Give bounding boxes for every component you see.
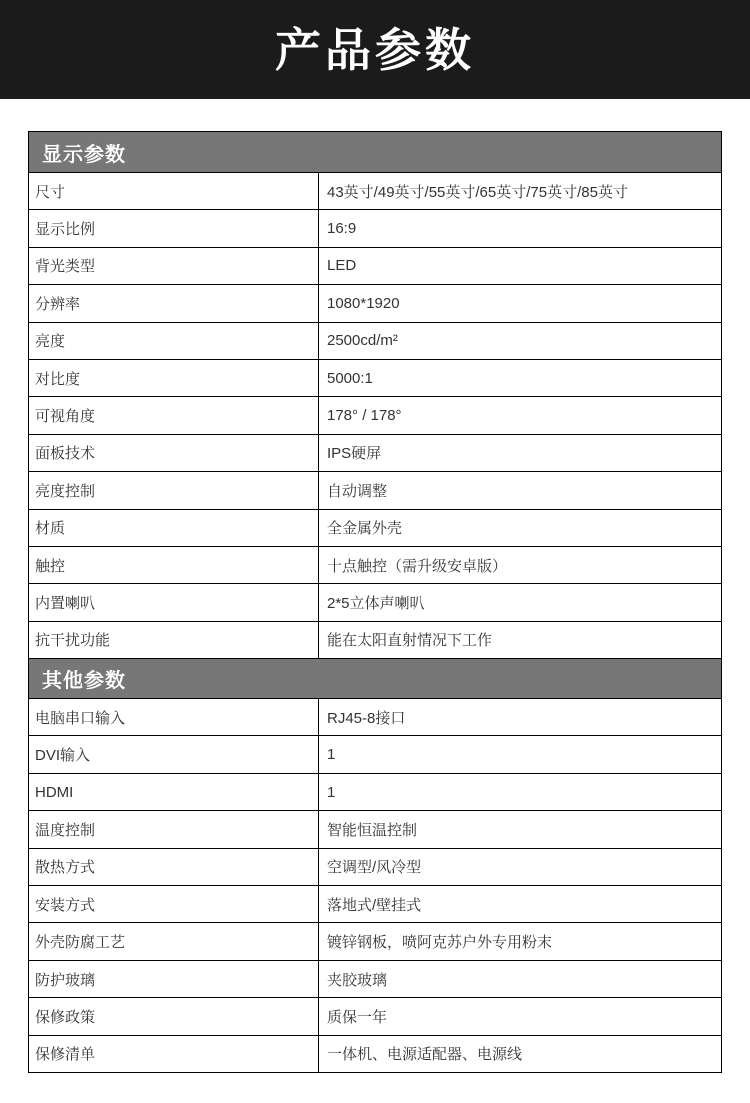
spec-value: RJ45-8接口 xyxy=(327,709,406,727)
spec-value: 质保一年 xyxy=(327,1008,388,1026)
table-row xyxy=(29,621,721,658)
spec-label: 防护玻璃 xyxy=(29,961,319,997)
spec-value: 1 xyxy=(327,746,336,764)
spec-label: 亮度 xyxy=(29,323,319,359)
spec-value: 自动调整 xyxy=(327,482,388,500)
page-title: 产品参数 xyxy=(275,23,475,76)
spec-label: 外壳防腐工艺 xyxy=(29,923,319,959)
section-title: 其他参数 xyxy=(42,670,126,693)
spec-value: 镀锌钢板，喷阿克苏户外专用粉末 xyxy=(327,934,553,952)
table-row xyxy=(29,359,721,396)
spec-value: LED xyxy=(327,257,357,275)
spec-value: IPS硬屏 xyxy=(327,445,382,463)
spec-label: 抗干扰功能 xyxy=(29,622,319,658)
spec-value: 2500cd/m² xyxy=(327,332,398,350)
spec-value: 夹胶玻璃 xyxy=(327,971,388,989)
spec-label: DVI输入 xyxy=(29,736,319,772)
table-row xyxy=(29,509,721,546)
spec-label: 可视角度 xyxy=(29,397,319,433)
section-header xyxy=(29,658,721,698)
spec-value: 1 xyxy=(327,783,336,801)
spec-value: 178° / 178° xyxy=(327,407,402,425)
table-row xyxy=(29,848,721,885)
spec-value: 1080*1920 xyxy=(327,294,400,312)
spec-value: 一体机、电源适配器、电源线 xyxy=(327,1046,523,1064)
table-row xyxy=(29,735,721,772)
section-header xyxy=(29,132,721,172)
table-row xyxy=(29,471,721,508)
spec-label: 背光类型 xyxy=(29,248,319,284)
spec-value: 全金属外壳 xyxy=(327,520,403,538)
spec-value: 空调型/风冷型 xyxy=(327,859,422,877)
table-row xyxy=(29,546,721,583)
spec-table xyxy=(28,131,722,1073)
table-row xyxy=(29,810,721,847)
table-row xyxy=(29,247,721,284)
spec-label: 对比度 xyxy=(29,360,319,396)
spec-value: 5000:1 xyxy=(327,369,373,387)
spec-value: 43英寸/49英寸/55英寸/65英寸/75英寸/85英寸 xyxy=(327,183,628,201)
spec-label: 触控 xyxy=(29,547,319,583)
spec-label: 显示比例 xyxy=(29,210,319,246)
spec-label: 分辨率 xyxy=(29,285,319,321)
table-row xyxy=(29,997,721,1034)
table-row xyxy=(29,209,721,246)
table-row xyxy=(29,583,721,620)
table-row xyxy=(29,172,721,209)
table-row xyxy=(29,322,721,359)
spec-value: 2*5立体声喇叭 xyxy=(327,594,425,612)
spec-label: 材质 xyxy=(29,510,319,546)
section-title: 显示参数 xyxy=(42,143,126,166)
table-row xyxy=(29,434,721,471)
spec-label: 亮度控制 xyxy=(29,472,319,508)
table-row xyxy=(29,284,721,321)
table-row xyxy=(29,885,721,922)
spec-label: 散热方式 xyxy=(29,849,319,885)
spec-label: 保修清单 xyxy=(29,1036,319,1072)
spec-value: 十点触控（需升级安卓版） xyxy=(327,557,508,575)
table-row xyxy=(29,1035,721,1072)
spec-value: 落地式/壁挂式 xyxy=(327,896,422,914)
spec-label: 温度控制 xyxy=(29,811,319,847)
spec-label: HDMI xyxy=(29,774,319,810)
spec-value: 智能恒温控制 xyxy=(327,821,418,839)
spec-label: 电脑串口输入 xyxy=(29,699,319,735)
spec-label: 尺寸 xyxy=(29,173,319,209)
spec-value: 能在太阳直射情况下工作 xyxy=(327,632,493,650)
table-row xyxy=(29,960,721,997)
spec-label: 安装方式 xyxy=(29,886,319,922)
table-row xyxy=(29,773,721,810)
page-banner xyxy=(0,0,750,99)
table-row xyxy=(29,396,721,433)
table-row xyxy=(29,922,721,959)
spec-value: 16:9 xyxy=(327,220,357,238)
spec-label: 保修政策 xyxy=(29,998,319,1034)
spec-label: 内置喇叭 xyxy=(29,584,319,620)
table-row xyxy=(29,698,721,735)
spec-label: 面板技术 xyxy=(29,435,319,471)
